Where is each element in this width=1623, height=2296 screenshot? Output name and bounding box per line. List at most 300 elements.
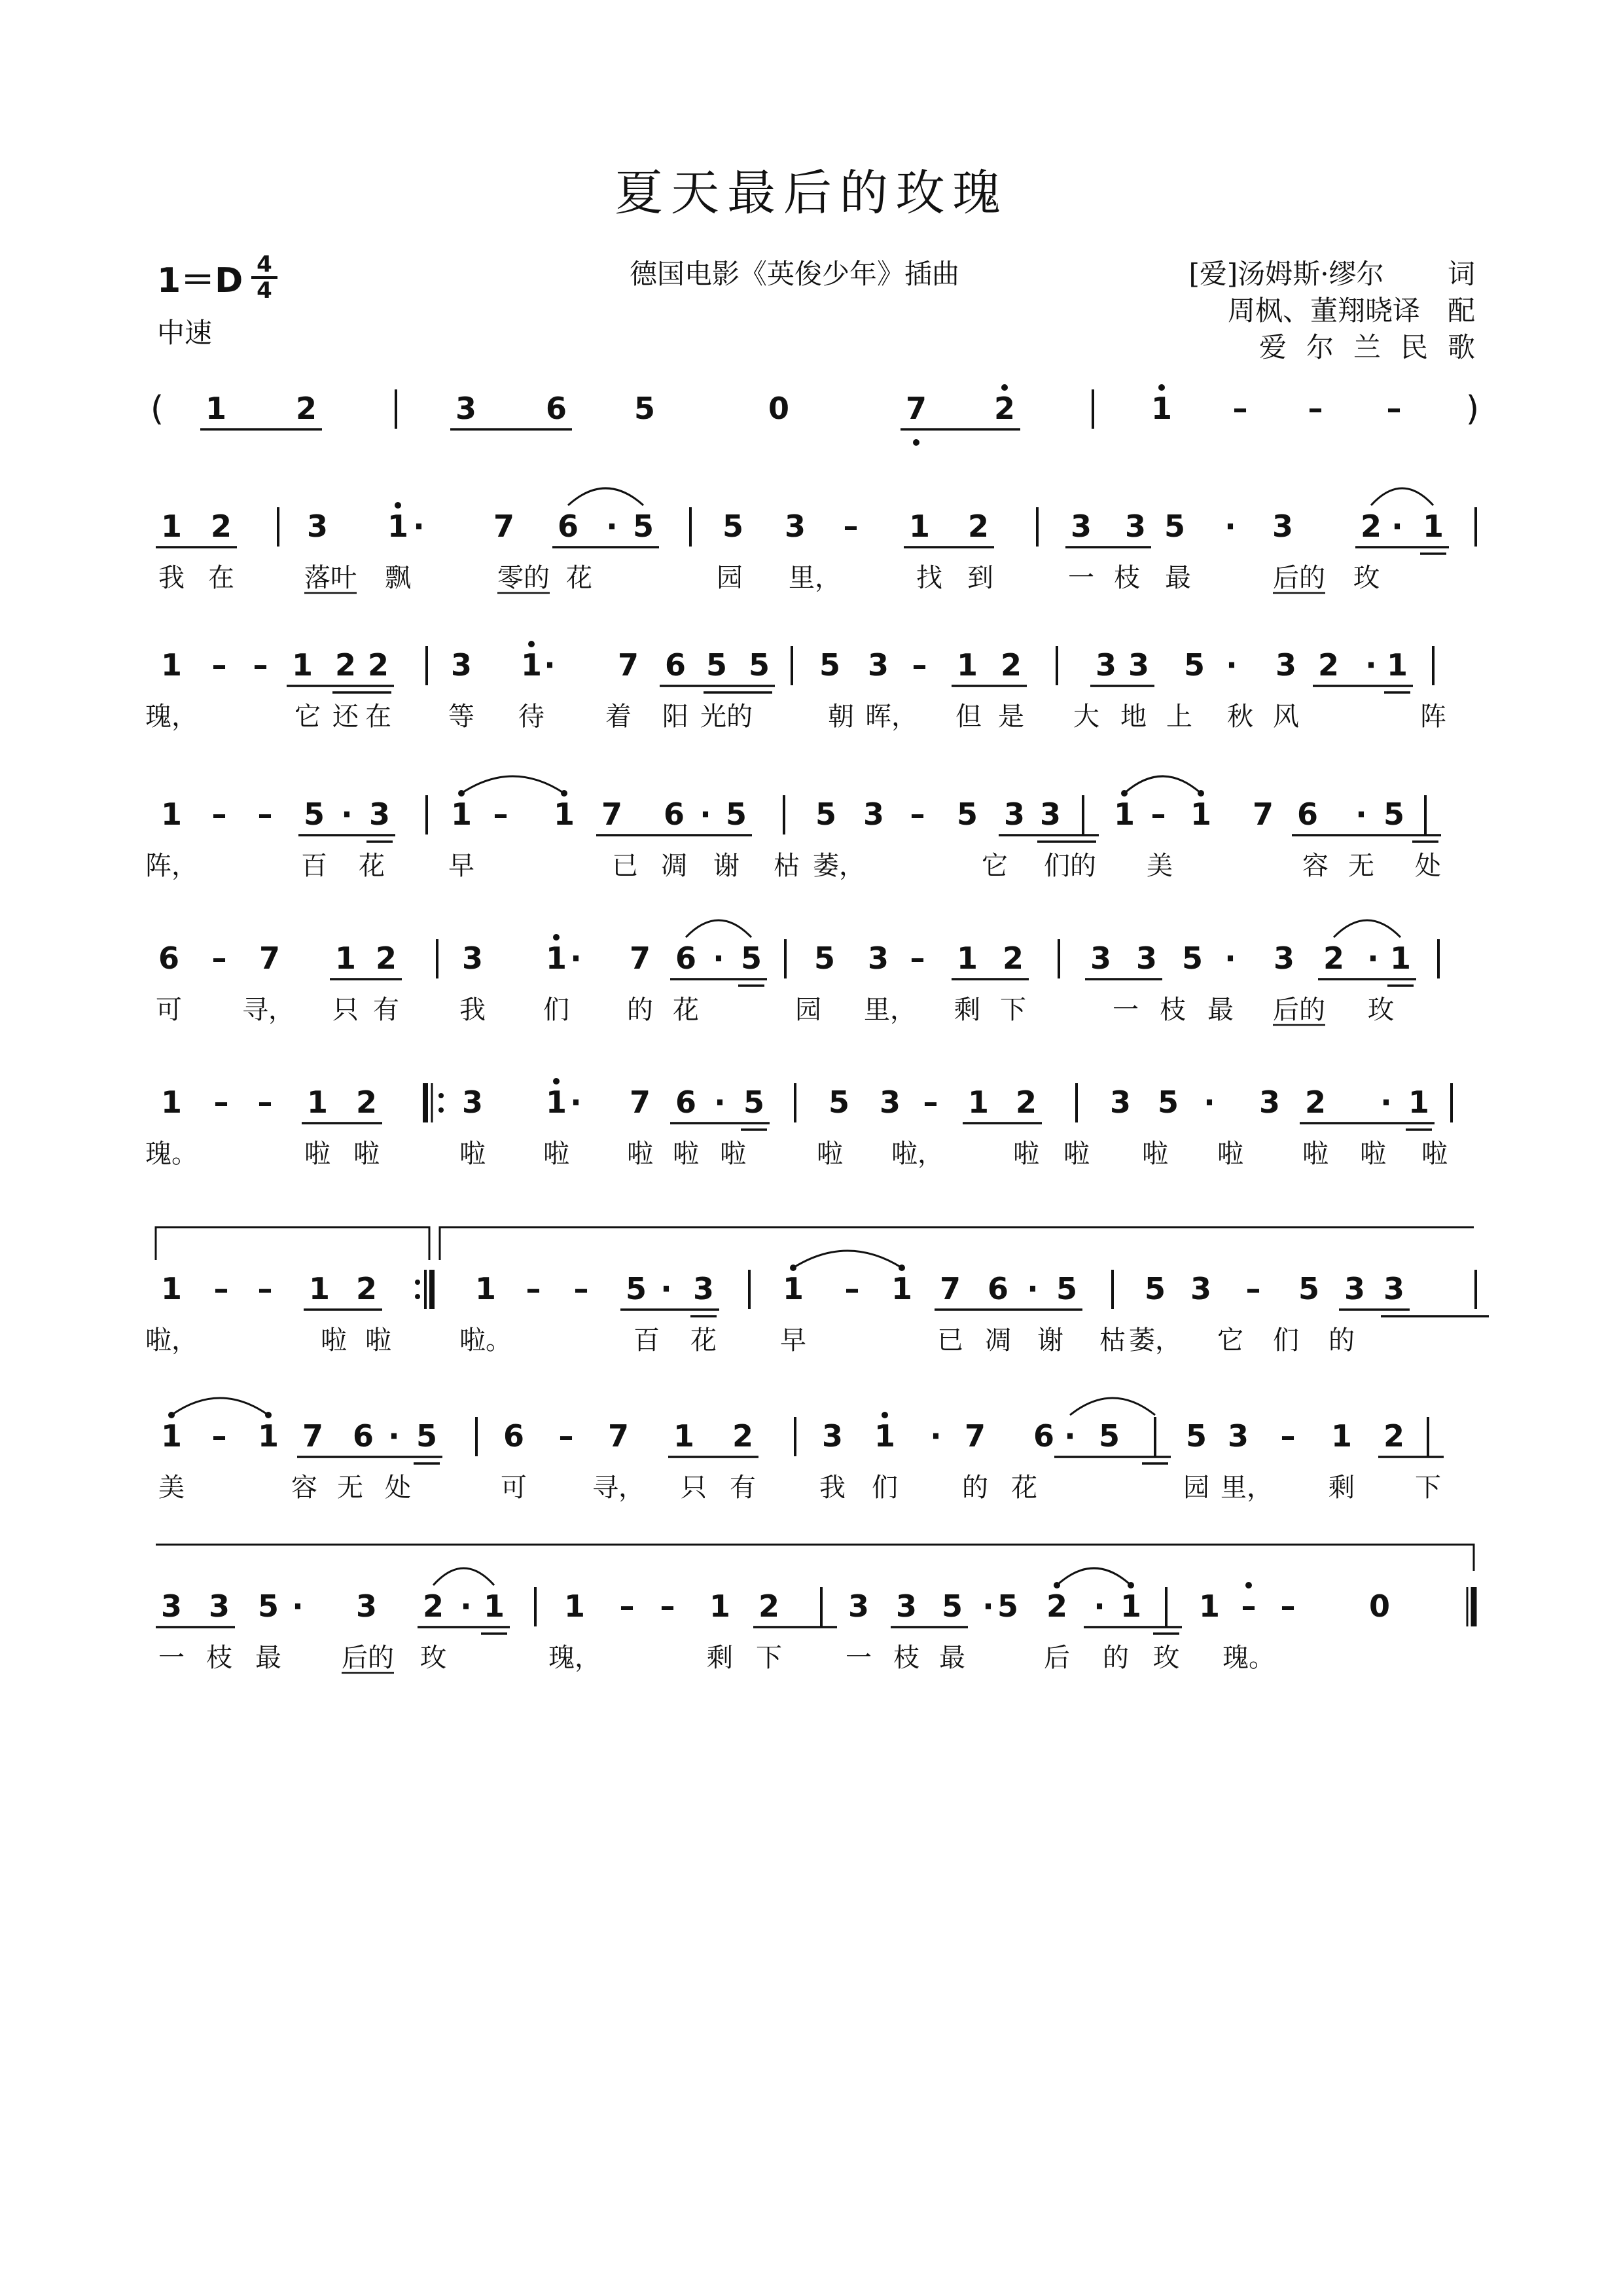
note: 2 bbox=[295, 391, 317, 426]
meter-top: 4 bbox=[257, 251, 272, 278]
lyric-syllable: 已 bbox=[937, 1325, 963, 1355]
augmentation-dot: · bbox=[930, 1418, 942, 1454]
lyric-syllable: 美 bbox=[1147, 851, 1173, 881]
dash-extension: – bbox=[257, 797, 273, 832]
lyric-syllable: 园 bbox=[1183, 1473, 1209, 1503]
high-octave-dot bbox=[168, 1412, 175, 1418]
note: 1 bbox=[709, 1588, 731, 1624]
tie-slur bbox=[1371, 488, 1433, 505]
meter-bottom: 4 bbox=[251, 276, 277, 302]
volta-bracket-first bbox=[156, 1227, 429, 1260]
augmentation-dot: · bbox=[1355, 797, 1367, 832]
note: 2 bbox=[1046, 1588, 1068, 1624]
dash-extension: – bbox=[619, 1588, 635, 1624]
high-octave-dot bbox=[553, 1078, 560, 1085]
high-octave-dot bbox=[395, 502, 401, 509]
note: 2 bbox=[732, 1418, 754, 1454]
note: 2 bbox=[1000, 647, 1022, 683]
note: 5 bbox=[1383, 797, 1405, 832]
note: 2 bbox=[1002, 941, 1024, 976]
note: 3 bbox=[461, 1085, 484, 1120]
note: 1 bbox=[673, 1418, 695, 1454]
note: 5 bbox=[748, 647, 770, 683]
note: 1 bbox=[160, 647, 183, 683]
lyric-syllable: 阳 bbox=[662, 702, 688, 732]
lyric-syllable: 我 bbox=[459, 995, 486, 1025]
lyric-syllable: 园 bbox=[795, 995, 821, 1025]
note: 5 bbox=[633, 391, 656, 426]
note: 2 bbox=[1304, 1085, 1327, 1120]
lyric-syllable: 后的 bbox=[342, 1643, 394, 1673]
lyric-syllable: 啦 bbox=[1063, 1139, 1090, 1169]
tie-slur bbox=[461, 776, 564, 793]
high-octave-dot bbox=[1001, 384, 1008, 391]
lyric-syllable: 朝 bbox=[828, 702, 854, 732]
note: 5 bbox=[725, 797, 747, 832]
augmentation-dot: · bbox=[1224, 509, 1236, 544]
lyric-syllable: 最 bbox=[1207, 995, 1234, 1025]
lyric-syllable: 我 bbox=[819, 1473, 846, 1503]
augmentation-dot: · bbox=[1367, 941, 1379, 976]
note: 1 bbox=[1150, 391, 1173, 426]
lyric-syllable: 有 bbox=[730, 1473, 756, 1503]
lyric-syllable: 啦 bbox=[1013, 1139, 1039, 1169]
augmentation-dot: · bbox=[341, 797, 353, 832]
lyric-syllable: 玫 bbox=[1153, 1643, 1179, 1673]
high-octave-dot bbox=[882, 1412, 888, 1418]
note: 5 bbox=[1185, 1418, 1207, 1454]
lyric-syllable: 的 bbox=[962, 1473, 988, 1503]
dash-extension: – bbox=[923, 1085, 938, 1120]
note: 1 bbox=[387, 509, 409, 544]
augmentation-dot: · bbox=[700, 797, 711, 832]
lyric-syllable: 它 bbox=[294, 702, 321, 732]
lyric-syllable: 我 bbox=[158, 563, 185, 593]
note: 1 bbox=[160, 509, 183, 544]
lyric-syllable: 寻， bbox=[242, 995, 294, 1025]
note: 2 bbox=[375, 941, 397, 976]
lyric-syllable: 们 bbox=[872, 1473, 898, 1503]
lyric-syllable: 啦 bbox=[353, 1139, 380, 1169]
lyric-syllable: 后的 bbox=[1273, 995, 1325, 1025]
note: 6 bbox=[158, 941, 180, 976]
note: 7 bbox=[939, 1271, 961, 1306]
high-octave-dot bbox=[561, 790, 567, 797]
lyric-syllable: 一 bbox=[158, 1643, 185, 1673]
dash-extension: – bbox=[1241, 1588, 1257, 1624]
note: 1 bbox=[553, 797, 575, 832]
note: 7 bbox=[629, 1085, 651, 1120]
lyric-syllable: 阵 bbox=[1420, 702, 1446, 732]
note: 1 bbox=[782, 1271, 804, 1306]
note: 2 bbox=[1360, 509, 1382, 544]
lyric-syllable: 一 bbox=[1113, 995, 1139, 1025]
lyric-syllable: 啦 bbox=[321, 1325, 347, 1355]
dash-extension: – bbox=[211, 797, 227, 832]
note: 1 bbox=[1190, 797, 1212, 832]
note: 5 bbox=[1098, 1418, 1120, 1454]
dash-extension: – bbox=[253, 647, 268, 683]
note: 3 bbox=[1383, 1271, 1405, 1306]
paren: ( bbox=[150, 389, 164, 429]
note: 5 bbox=[625, 1271, 647, 1306]
lyric-syllable: 有 bbox=[373, 995, 399, 1025]
lyric-syllable: 枝 bbox=[206, 1643, 232, 1673]
lyric-syllable: 花 bbox=[566, 563, 592, 593]
tie-slur bbox=[1124, 776, 1201, 793]
note: 7 bbox=[493, 509, 515, 544]
lyric-syllable: 啦 bbox=[720, 1139, 746, 1169]
lyric-syllable: 们 bbox=[543, 995, 569, 1025]
song-title: 夏天最后的玫瑰 bbox=[615, 165, 1008, 221]
lyric-syllable: 玫 bbox=[1368, 995, 1394, 1025]
note: 5 bbox=[1164, 509, 1186, 544]
lyric-syllable: 花 bbox=[673, 995, 699, 1025]
high-octave-dot bbox=[458, 790, 465, 797]
volta-bracket-second bbox=[440, 1227, 1474, 1260]
dash-extension: – bbox=[912, 647, 927, 683]
high-octave-dot bbox=[1121, 790, 1128, 797]
lyric-syllable: 零的 bbox=[497, 563, 550, 593]
lyric-syllable: 瑰， bbox=[548, 1643, 601, 1673]
note: 3 bbox=[692, 1271, 715, 1306]
note: 1 bbox=[205, 391, 227, 426]
augmentation-dot: · bbox=[982, 1588, 994, 1624]
augmentation-dot: · bbox=[713, 941, 724, 976]
dash-extension: – bbox=[211, 941, 227, 976]
note: 3 bbox=[1090, 941, 1112, 976]
augmentation-dot: · bbox=[660, 1271, 672, 1306]
note: 3 bbox=[450, 647, 473, 683]
tie-slur bbox=[1334, 920, 1400, 937]
note: 6 bbox=[545, 391, 567, 426]
dash-extension: – bbox=[1150, 797, 1166, 832]
high-octave-dot bbox=[1198, 790, 1204, 797]
lyric-syllable: 玫 bbox=[420, 1643, 446, 1673]
note: 3 bbox=[1190, 1271, 1212, 1306]
lyric-syllable: 最 bbox=[939, 1643, 965, 1673]
lyric-syllable: 处 bbox=[1415, 851, 1441, 881]
high-octave-dot bbox=[899, 1265, 905, 1271]
lyric-syllable: 花 bbox=[1011, 1473, 1037, 1503]
note: 5 bbox=[743, 1085, 765, 1120]
note: 1 bbox=[956, 941, 978, 976]
tempo-marking: 中速 bbox=[157, 317, 213, 349]
tie-slur bbox=[793, 1251, 902, 1268]
dash-extension: – bbox=[910, 941, 925, 976]
note: 2 bbox=[422, 1588, 444, 1624]
lyric-syllable: 地 bbox=[1120, 702, 1147, 732]
note: 1 bbox=[1422, 509, 1444, 544]
augmentation-dot: · bbox=[606, 509, 618, 544]
lyric-syllable: 啦 bbox=[1302, 1139, 1329, 1169]
lyric-syllable: 的 bbox=[1329, 1325, 1355, 1355]
lyric-syllable: 大 bbox=[1073, 702, 1099, 732]
note: 1 bbox=[967, 1085, 990, 1120]
lyric-syllable: 是 bbox=[998, 702, 1024, 732]
dash-extension: – bbox=[1280, 1588, 1296, 1624]
lyric-syllable: 啦 bbox=[304, 1139, 330, 1169]
note: 6 bbox=[1033, 1418, 1055, 1454]
lyricist-credit: [爱]汤姆斯·缪尔 词 bbox=[1188, 258, 1475, 290]
dash-extension: – bbox=[844, 1271, 860, 1306]
lyric-syllable: 最 bbox=[255, 1643, 281, 1673]
high-octave-dot bbox=[790, 1265, 796, 1271]
note: 6 bbox=[1296, 797, 1319, 832]
note: 5 bbox=[1157, 1085, 1179, 1120]
lyric-syllable: 容 bbox=[1302, 851, 1329, 881]
note: 1 bbox=[257, 1418, 279, 1454]
lyric-syllable: 花 bbox=[359, 851, 385, 881]
note: 3 bbox=[879, 1085, 901, 1120]
note: 7 bbox=[617, 647, 639, 683]
note: 3 bbox=[1275, 647, 1297, 683]
high-octave-dot bbox=[553, 934, 560, 941]
note: 1 bbox=[160, 1418, 183, 1454]
lyric-syllable: 凋 bbox=[661, 851, 687, 881]
dash-extension: – bbox=[493, 797, 508, 832]
note: 1 bbox=[483, 1588, 505, 1624]
note: 5 bbox=[1056, 1271, 1078, 1306]
lyric-syllable: 的 bbox=[627, 995, 653, 1025]
note: 6 bbox=[664, 647, 687, 683]
lyric-syllable: 枝 bbox=[893, 1643, 919, 1673]
lyric-syllable: 可 bbox=[156, 995, 182, 1025]
lyric-syllable: 啦 bbox=[1142, 1139, 1168, 1169]
lyric-syllable: 美 bbox=[158, 1473, 185, 1503]
lyric-syllable: 下 bbox=[1000, 995, 1026, 1025]
dash-extension: – bbox=[573, 1271, 589, 1306]
dash-extension: – bbox=[211, 647, 227, 683]
note: 6 bbox=[675, 1085, 697, 1120]
note: 3 bbox=[1273, 941, 1295, 976]
lyric-syllable: 到 bbox=[967, 563, 993, 593]
paren: ) bbox=[1465, 389, 1480, 429]
note: 2 bbox=[334, 647, 357, 683]
augmentation-dot: · bbox=[1365, 647, 1377, 683]
note: 1 bbox=[306, 1085, 329, 1120]
lyric-syllable: 萎， bbox=[1129, 1325, 1181, 1355]
lyric-syllable: 一 bbox=[1068, 563, 1094, 593]
note: 1 bbox=[1386, 647, 1408, 683]
note: 5 bbox=[941, 1588, 963, 1624]
note: 3 bbox=[1109, 1085, 1132, 1120]
high-octave-dot bbox=[265, 1412, 272, 1418]
lyric-syllable: 枝 bbox=[1114, 563, 1140, 593]
lyric-syllable: 但 bbox=[955, 702, 982, 732]
lyric-syllable: 它 bbox=[982, 851, 1008, 881]
high-octave-dot bbox=[1245, 1582, 1252, 1588]
note: 1 bbox=[1330, 1418, 1353, 1454]
lyric-syllable: 枝 bbox=[1160, 995, 1186, 1025]
augmentation-dot: · bbox=[1380, 1085, 1392, 1120]
note: 3 bbox=[306, 509, 329, 544]
note: 3 bbox=[208, 1588, 230, 1624]
note: 1 bbox=[1113, 797, 1135, 832]
note: 5 bbox=[1183, 647, 1205, 683]
lyric-syllable: 啦 bbox=[1421, 1139, 1448, 1169]
note: 5 bbox=[828, 1085, 850, 1120]
lyric-syllable: 瑰。 bbox=[1222, 1643, 1275, 1673]
lyric-syllable: 百 bbox=[301, 851, 327, 881]
tie-slur bbox=[1070, 1398, 1155, 1415]
repeat-dot bbox=[438, 1107, 444, 1113]
high-octave-dot bbox=[1128, 1582, 1134, 1588]
lyric-syllable: 等 bbox=[448, 702, 474, 732]
low-octave-dot bbox=[913, 439, 919, 446]
note: 3 bbox=[1039, 797, 1061, 832]
augmentation-dot: · bbox=[1094, 1588, 1105, 1624]
note: 5 bbox=[1181, 941, 1204, 976]
note: 1 bbox=[160, 797, 183, 832]
tie-slur bbox=[171, 1398, 268, 1415]
note: 2 bbox=[967, 509, 990, 544]
lyric-syllable: 只 bbox=[332, 995, 359, 1025]
lyric-syllable: 啦， bbox=[145, 1325, 198, 1355]
lyric-syllable: 啦 bbox=[459, 1139, 486, 1169]
lyric-syllable: 光的 bbox=[700, 702, 753, 732]
note: 5 bbox=[1298, 1271, 1320, 1306]
dash-extension: – bbox=[843, 509, 859, 544]
lyric-syllable: 待 bbox=[518, 702, 544, 732]
lyric-syllable: 后 bbox=[1044, 1643, 1070, 1673]
note: 1 bbox=[545, 1085, 567, 1120]
note: 1 bbox=[891, 1271, 913, 1306]
note: 3 bbox=[1095, 647, 1117, 683]
augmentation-dot: · bbox=[1224, 941, 1236, 976]
volta-bracket-coda bbox=[156, 1545, 1474, 1571]
lyric-syllable: 枯 bbox=[1099, 1325, 1126, 1355]
high-octave-dot bbox=[1158, 384, 1165, 391]
tie-slur bbox=[568, 488, 643, 505]
lyric-syllable: 早 bbox=[780, 1325, 806, 1355]
tie-slur bbox=[433, 1568, 494, 1585]
dash-extension: – bbox=[1232, 391, 1248, 426]
augmentation-dot: · bbox=[570, 941, 582, 976]
note: 5 bbox=[722, 509, 744, 544]
note: 3 bbox=[1124, 509, 1147, 544]
note: 1 bbox=[308, 1271, 330, 1306]
note: 2 bbox=[355, 1271, 378, 1306]
lyric-syllable: 找 bbox=[916, 563, 942, 593]
note: 6 bbox=[663, 797, 685, 832]
note: 1 bbox=[474, 1271, 497, 1306]
note: 6 bbox=[675, 941, 697, 976]
dash-extension: – bbox=[1308, 391, 1323, 426]
note: 5 bbox=[257, 1588, 279, 1624]
lyric-syllable: 在 bbox=[365, 702, 391, 732]
subtitle: 德国电影《英俊少年》插曲 bbox=[630, 258, 960, 290]
lyric-syllable: 谢 bbox=[1037, 1325, 1063, 1355]
note: 3 bbox=[461, 941, 484, 976]
lyric-syllable: 下 bbox=[1415, 1473, 1441, 1503]
note: 0 bbox=[768, 391, 790, 426]
lyric-syllable: 它 bbox=[1217, 1325, 1243, 1355]
note: 6 bbox=[987, 1271, 1009, 1306]
lyric-syllable: 处 bbox=[385, 1473, 411, 1503]
note: 7 bbox=[629, 941, 651, 976]
augmentation-dot: · bbox=[714, 1085, 726, 1120]
dash-extension: – bbox=[257, 1085, 273, 1120]
note: 7 bbox=[259, 941, 281, 976]
note: 3 bbox=[1344, 1271, 1366, 1306]
note: 1 bbox=[956, 647, 978, 683]
augmentation-dot: · bbox=[1204, 1085, 1215, 1120]
note: 7 bbox=[905, 391, 927, 426]
augmentation-dot: · bbox=[388, 1418, 400, 1454]
dash-extension: – bbox=[213, 1085, 229, 1120]
note: 2 bbox=[1383, 1418, 1405, 1454]
note: 2 bbox=[1317, 647, 1340, 683]
augmentation-dot: · bbox=[292, 1588, 304, 1624]
lyric-syllable: 阵， bbox=[145, 851, 198, 881]
note: 1 bbox=[450, 797, 473, 832]
dash-extension: – bbox=[257, 1271, 273, 1306]
note: 6 bbox=[557, 509, 579, 544]
note: 2 bbox=[993, 391, 1016, 426]
note: 5 bbox=[997, 1588, 1019, 1624]
tie-slur bbox=[1057, 1568, 1131, 1585]
dash-extension: – bbox=[660, 1588, 675, 1624]
lyric-syllable: 寻， bbox=[592, 1473, 645, 1503]
note: 3 bbox=[867, 647, 889, 683]
dash-extension: – bbox=[211, 1418, 227, 1454]
note: 3 bbox=[1227, 1418, 1249, 1454]
dash-extension: – bbox=[526, 1271, 541, 1306]
note: 7 bbox=[601, 797, 623, 832]
note: 1 bbox=[1198, 1588, 1221, 1624]
note: 1 bbox=[1408, 1085, 1430, 1120]
lyric-syllable: 百 bbox=[633, 1325, 660, 1355]
note: 3 bbox=[784, 509, 806, 544]
lyric-syllable: 容 bbox=[291, 1473, 317, 1503]
lyric-syllable: 啦 bbox=[673, 1139, 699, 1169]
note: 7 bbox=[1252, 797, 1274, 832]
note: 5 bbox=[819, 647, 841, 683]
lyric-syllable: 晖， bbox=[865, 702, 918, 732]
note: 1 bbox=[545, 941, 567, 976]
lyric-syllable: 瑰。 bbox=[145, 1139, 198, 1169]
lyric-syllable: 在 bbox=[208, 563, 234, 593]
lyric-syllable: 啦 bbox=[543, 1139, 569, 1169]
repeat-dot bbox=[438, 1093, 444, 1098]
note: 0 bbox=[1368, 1588, 1391, 1624]
lyric-syllable: 枯 bbox=[774, 851, 800, 881]
repeat-dot bbox=[415, 1280, 420, 1285]
augmentation-dot: · bbox=[460, 1588, 472, 1624]
note: 3 bbox=[821, 1418, 844, 1454]
note: 5 bbox=[303, 797, 325, 832]
lyric-syllable: 后的 bbox=[1273, 563, 1325, 593]
augmentation-dot: · bbox=[1064, 1418, 1076, 1454]
lyric-syllable: 已 bbox=[612, 851, 638, 881]
lyric-syllable: 们 bbox=[1273, 1325, 1299, 1355]
augmentation-dot: · bbox=[1226, 647, 1238, 683]
note: 5 bbox=[813, 941, 836, 976]
lyric-syllable: 剩 bbox=[707, 1643, 733, 1673]
note: 7 bbox=[607, 1418, 630, 1454]
arranger-credit: 周枫、董翔晓译 配 bbox=[1227, 295, 1475, 327]
note: 1 bbox=[908, 509, 931, 544]
lyric-syllable: 玫 bbox=[1353, 563, 1380, 593]
note: 3 bbox=[455, 391, 477, 426]
lyric-syllable: 啦。 bbox=[459, 1325, 512, 1355]
note: 3 bbox=[1272, 509, 1294, 544]
lyric-syllable: 啦 bbox=[1360, 1139, 1386, 1169]
lyric-syllable: 飘 bbox=[385, 563, 411, 593]
note: 2 bbox=[367, 647, 389, 683]
lyric-syllable: 谢 bbox=[713, 851, 740, 881]
